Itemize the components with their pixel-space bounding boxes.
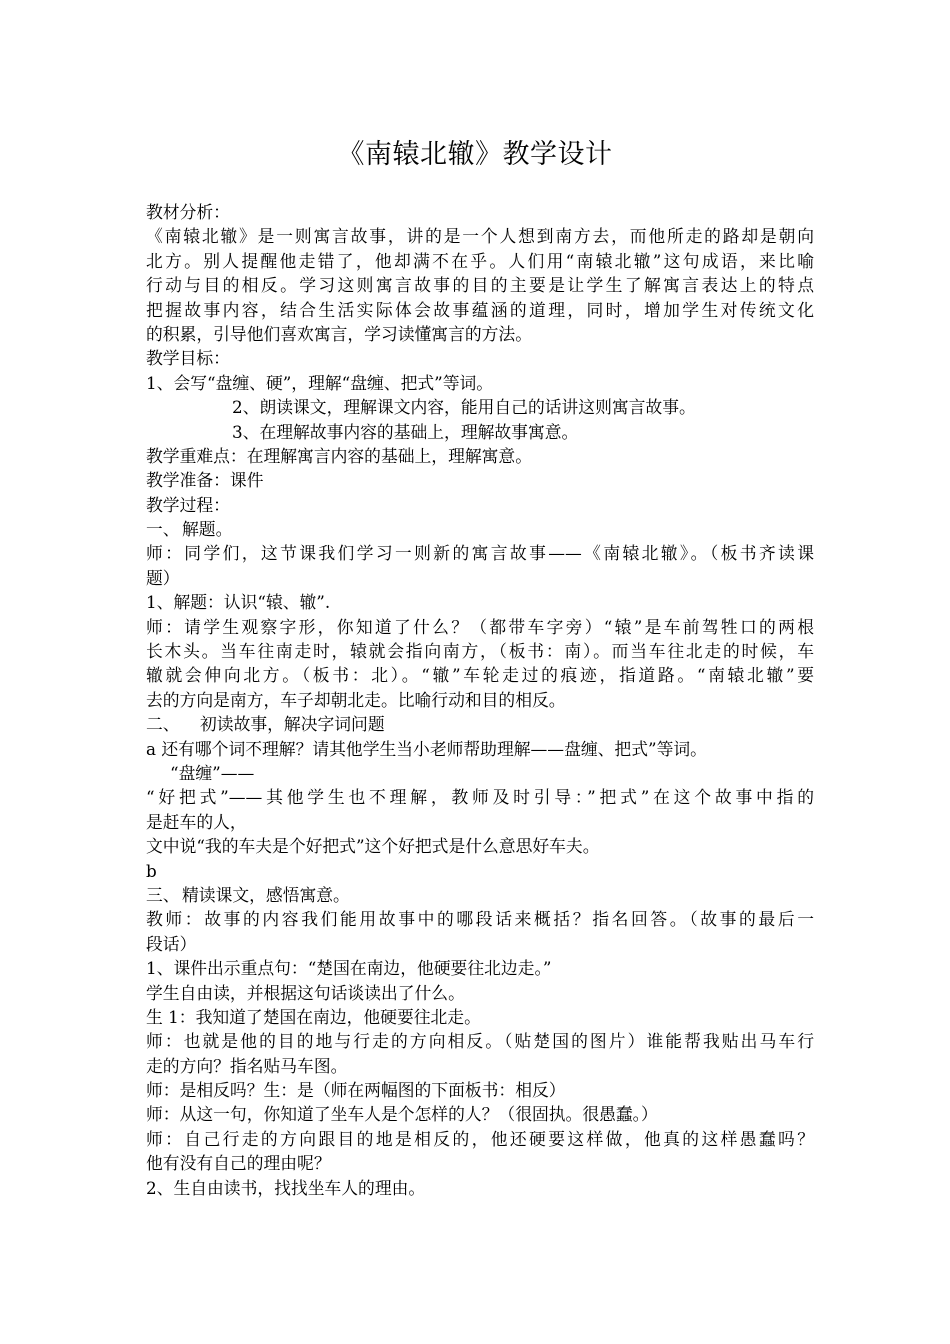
paragraph-line: 北方。别人提醒他走错了，他却满不在乎。人们用“南辕北辙”这句成语，来比喻 [146, 250, 814, 271]
paragraph-line: “盘缠”—— [170, 762, 255, 783]
step-title: 精读课文，感悟寓意。 [182, 884, 350, 905]
section-heading: 教材分析： [146, 202, 230, 222]
paragraph-line: 1、课件出示重点句：“楚国在南边，他硬要往北边走。” [146, 958, 552, 979]
document-body [146, 200, 814, 1200]
paragraph-line: 师：是相反吗？生：是（师在两幅图的下面板书：相反） [146, 1080, 566, 1101]
paragraph-line: 段话） [146, 933, 197, 954]
paragraph-line: 走的方向？指名贴马车图。 [146, 1055, 348, 1076]
step-number: 一、 [146, 519, 180, 540]
step-heading [146, 712, 814, 736]
paragraph-line: “好把式”——其他学生也不理解，教师及时引导：”把式”在这个故事中指的 [146, 787, 814, 808]
paragraph-line: 1、解题：认识“辕、辙”. [146, 592, 331, 613]
section-heading: 教学过程： [146, 494, 230, 515]
paragraph-line: b [146, 860, 157, 881]
step-title: 初读故事，解决字词问题 [200, 714, 385, 735]
paragraph-line: 把握故事内容，结合生活实际体会故事蕴涵的道理，同时，增加学生对传统文化 [146, 299, 814, 320]
section-heading: 教学目标： [146, 348, 230, 369]
paragraph-line: 的积累，引导他们喜欢寓言，学习读懂寓言的方法。 [146, 323, 532, 344]
step-heading [146, 517, 814, 541]
list-item: 2、朗读课文，理解课文内容，能用自己的话讲这则寓言故事。 [232, 397, 696, 418]
step-number: 二、 [146, 714, 180, 735]
step-heading [146, 883, 814, 907]
paragraph-line: 师：请学生观察字形，你知道了什么？（都带车字旁）“辕”是车前驾牲口的两根 [146, 616, 814, 637]
paragraph-line: 2、生自由读书，找找坐车人的理由。 [146, 1177, 426, 1198]
paragraph-line: 师：也就是他的目的地与行走的方向相反。（贴楚国的图片）谁能帮我贴出马车行 [146, 1031, 814, 1052]
list-item: 1、会写“盘缠、硬”，理解“盘缠、把式”等词。 [146, 372, 494, 393]
document-title: 《南辕北辙》教学设计 [337, 139, 613, 170]
step-title: 解题。 [182, 519, 233, 540]
section-heading: 教学重难点：在理解寓言内容的基础上，理解寓意。 [146, 445, 532, 466]
paragraph-line: 教师：故事的内容我们能用故事中的哪段话来概括？指名回答。（故事的最后一 [146, 909, 814, 930]
section-heading: 教学准备：课件 [146, 470, 264, 491]
paragraph-line: 长木头。当车往南走时，辕就会指向南方，（板书：南）。而当车往北走的时候，车 [146, 641, 814, 662]
paragraph-line: 生 1：我知道了楚国在南边，他硬要往北走。 [146, 1006, 481, 1027]
paragraph-line: 他有没有自己的理由呢？ [146, 1153, 331, 1174]
paragraph-line: 师：自己行走的方向跟目的地是相反的，他还硬要这样做，他真的这样愚蠢吗？ [146, 1128, 814, 1149]
paragraph-line: 文中说“我的车夫是个好把式”这个好把式是什么意思好车夫。 [146, 836, 600, 857]
paragraph-line: 学生自由读，并根据这句话谈读出了什么。 [146, 982, 465, 1003]
paragraph-line: 辙就会伸向北方。（板书：北）。“辙”车轮走过的痕迹，指道路。“南辕北辙”要 [146, 665, 814, 686]
paragraph-line: 题） [146, 567, 180, 588]
paragraph-line: 去的方向是南方，车子却朝北走。比喻行动和目的相反。 [146, 689, 566, 710]
paragraph-line: a 还有哪个词不理解？请其他学生当小老师帮助理解——盘缠、把式”等词。 [146, 738, 707, 759]
paragraph-line: 师：从这一句，你知道了坐车人是个怎样的人？（很固执。很愚蠢。） [146, 1104, 658, 1125]
step-number: 三、 [146, 884, 180, 905]
paragraph-line: 行动与目的相反。学习这则寓言故事的目的主要是让学生了解寓言表达上的特点 [146, 275, 814, 296]
paragraph-line: 师：同学们，这节课我们学习一则新的寓言故事——《南辕北辙》。（板书齐读课 [146, 543, 814, 564]
paragraph-line: 是赶车的人， [146, 811, 247, 832]
paragraph-line: 《南辕北辙》是一则寓言故事，讲的是一个人想到南方去，而他所走的路却是朝向 [146, 226, 814, 247]
list-item: 3、在理解故事内容的基础上，理解故事寓意。 [232, 421, 579, 442]
